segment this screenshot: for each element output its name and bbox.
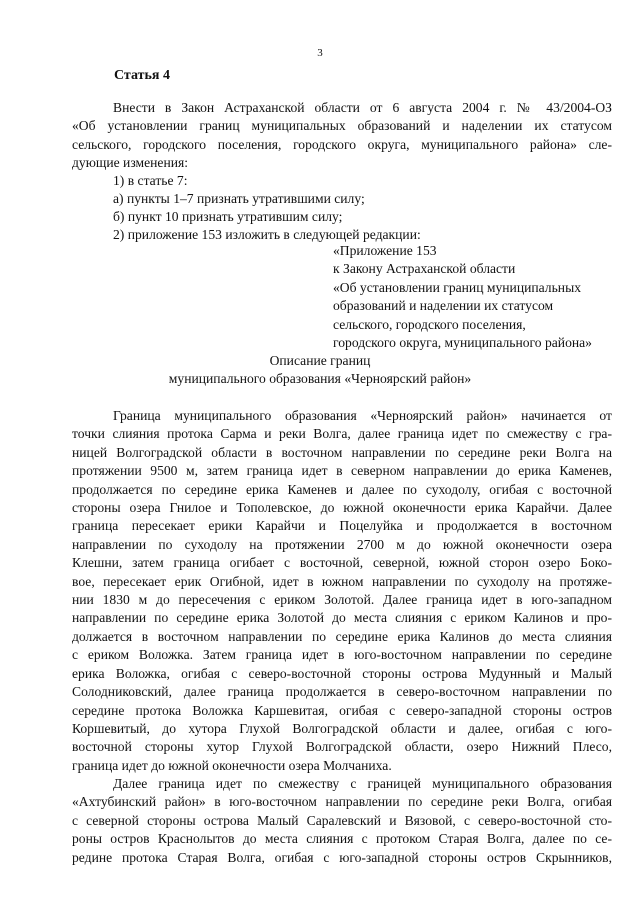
text-line: роны остров Краснолытов до места слияния с протоком Старая Волга, далее по се- bbox=[72, 831, 612, 847]
page-number: 3 bbox=[317, 47, 323, 59]
text-line: с ериком Воложка. Затем граница идет в юго-восточном направлении по середине bbox=[72, 647, 612, 663]
text-line: Клешни, затем граница огибает с восточной, северной, южной сторон озеро Боко- bbox=[72, 555, 612, 571]
caption-line: Описание границ bbox=[269, 353, 371, 368]
text-line: восточной стороны хутор Глухой Волгоградской области, озеро Нижний Плесо, bbox=[72, 739, 612, 755]
appendix-line: «Об установлении границ муниципальных bbox=[333, 279, 581, 295]
text-line: протяжении 9500 м, затем граница идет в северном направлении до ерика Каменев, bbox=[72, 463, 612, 479]
text-line: сельского, городского поселения, городского округа, муниципального района» сле- bbox=[72, 136, 612, 152]
text-line: граница идет до южной оконечности озера Молчаниха. bbox=[72, 757, 392, 773]
text-line: граница пересекает ерики Карайчи и Поцелуйка и продолжается в восточном bbox=[72, 518, 612, 534]
article-title: Статья 4 bbox=[114, 68, 170, 83]
text-line: направлении по середине ерика Золотой до места слияния с ериком Калинов и про- bbox=[72, 610, 612, 626]
text-line: Внести в Закон Астраханской области от 6 августа 2004 г. № 43/2004-ОЗ bbox=[113, 100, 612, 115]
text-line: дующие изменения: bbox=[72, 155, 189, 171]
appendix-line: городского округа, муниципального района» bbox=[333, 335, 592, 351]
text-line: Солодниковский, далее граница продолжается в северо-восточном направлении по bbox=[72, 684, 612, 700]
list-item: 2) приложение 153 изложить в следующей редакции: bbox=[113, 227, 421, 242]
text-line: должается в восточном направлении по середине ерика Калинов до места слияния bbox=[72, 628, 612, 644]
appendix-line: сельского, городского поселения, bbox=[333, 316, 526, 332]
text-line: направлении по суходолу на протяжении 2700 м до южной оконечности озера bbox=[72, 536, 612, 552]
appendix-header bbox=[333, 242, 592, 352]
text-line: с северной стороны острова Малый Саралевский и Вязовой, с северо-восточной сто- bbox=[72, 812, 612, 828]
text-line: продолжается по середине ерика Каменев и далее по суходолу, огибая с восточной bbox=[72, 481, 612, 497]
boundary-paragraph-1 bbox=[72, 407, 612, 775]
appendix-line: к Закону Астраханской области bbox=[333, 261, 516, 277]
appendix-line: образований и наделении их статусом bbox=[333, 298, 554, 314]
text-line: нии 1830 м до пересечения с ериком Золотой. Далее граница идет в юго-западном bbox=[72, 592, 612, 608]
text-line: Коршевитый, до хутора Глухой Волгоградской области и далее, огибая с юго- bbox=[72, 720, 612, 736]
list-item: 1) в статье 7: bbox=[113, 173, 188, 188]
caption-line: муниципального образования «Черноярский район» bbox=[168, 371, 472, 387]
section-caption bbox=[0, 352, 640, 389]
text-line: ерика Воложка, огибая с северо-восточной стороны острова Мудунный и Малый bbox=[72, 665, 612, 681]
text-line: ницей Волгоградской области в восточном направлении по середине реки Волга на bbox=[72, 444, 612, 460]
boundary-paragraph-2 bbox=[72, 775, 612, 867]
intro-paragraph bbox=[72, 99, 612, 173]
appendix-line: «Приложение 153 bbox=[333, 243, 437, 258]
text-line: Граница муниципального образования «Черноярский район» начинается от bbox=[113, 408, 612, 423]
text-line: Далее граница идет по смежеству с границей муниципального образования bbox=[113, 776, 612, 791]
text-line: вое, пересекает ерик Огибной, идет в южном направлении по суходолу на протяже- bbox=[72, 573, 612, 589]
list-item: а) пункты 1–7 признать утратившими силу; bbox=[113, 191, 365, 206]
text-line: «Ахтубинский район» в юго-восточном направлении по середине реки Волга, огибая bbox=[72, 794, 612, 810]
list-item: б) пункт 10 признать утратившим силу; bbox=[113, 209, 343, 224]
text-line: середине протока Воложка Каршевитая, огибая с северо-западной стороны остров bbox=[72, 702, 612, 718]
text-line: «Об установлении границ муниципальных образований и наделении их статусом bbox=[72, 118, 612, 134]
text-line: редине протока Старая Волга, огибая с юго-западной стороны остров Скрынников, bbox=[72, 849, 612, 865]
text-line: стороны озера Гнилое и Тополевское, до южной оконечности ерика Карайчи. Далее bbox=[72, 500, 612, 516]
text-line: точки слияния протока Сарма и реки Волга, далее граница идет по смежеству с гра- bbox=[72, 426, 612, 442]
